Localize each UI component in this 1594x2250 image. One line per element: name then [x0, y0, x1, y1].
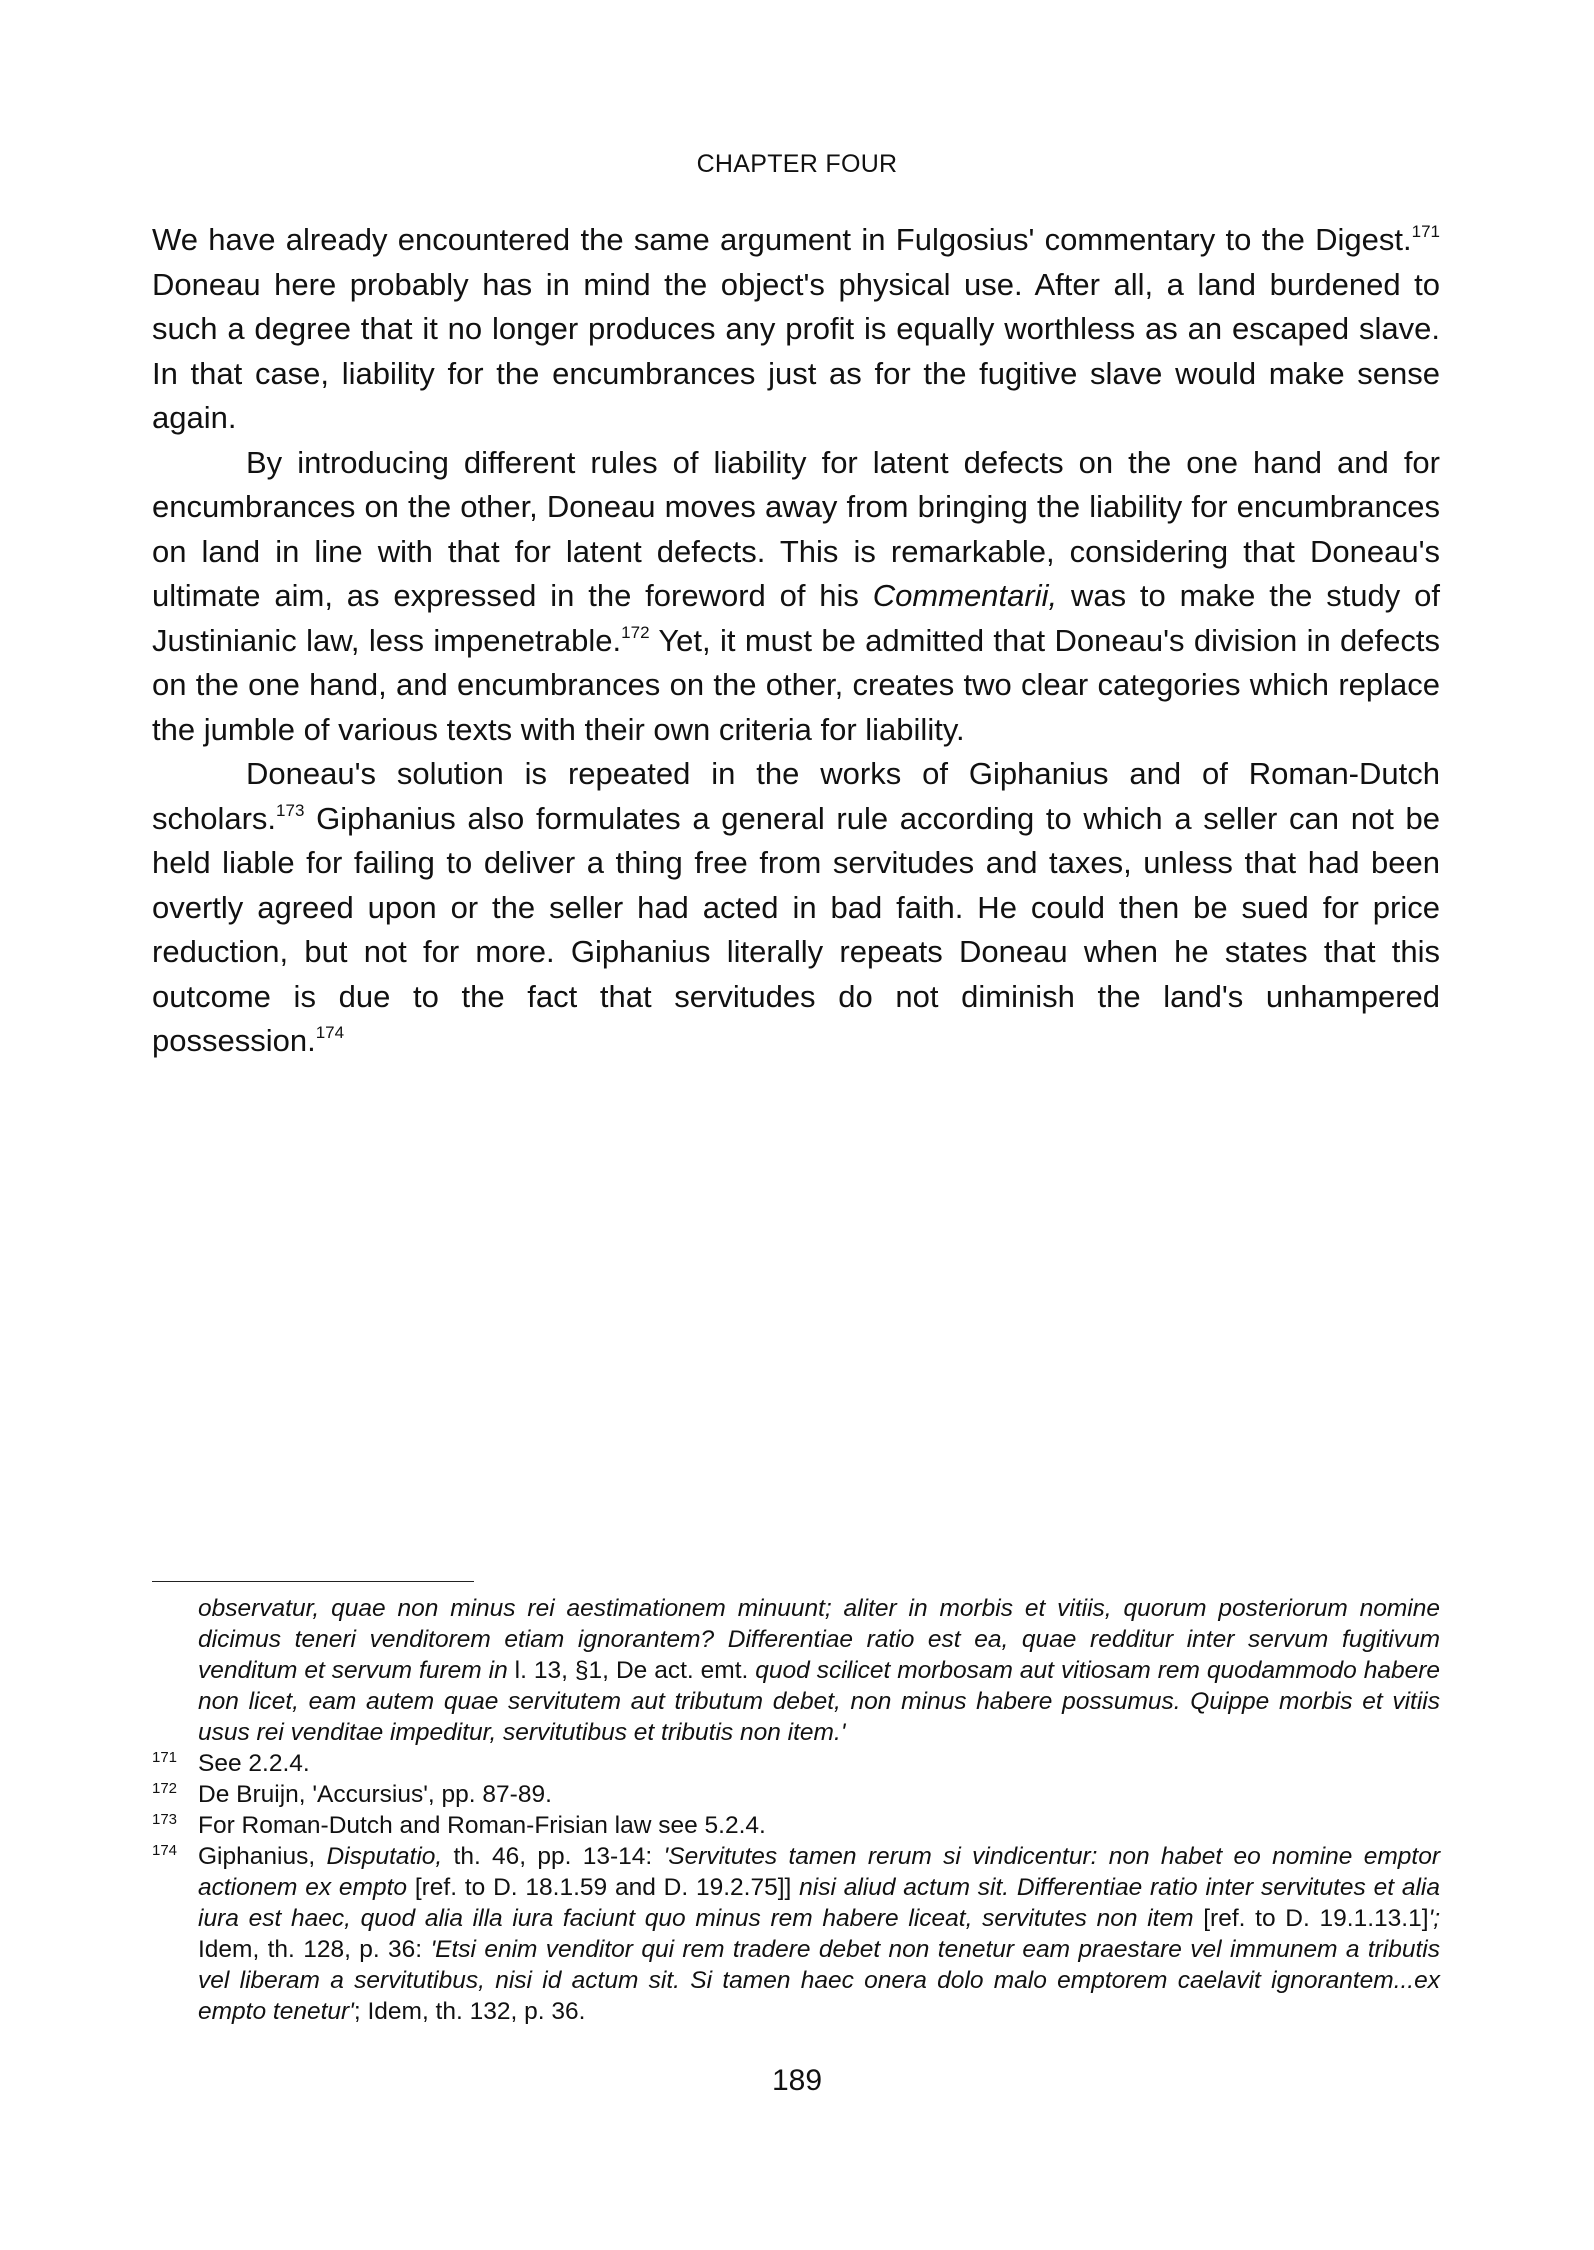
footnote-text: De Bruijn, 'Accursius', pp. 87-89.	[198, 1781, 552, 1808]
footnotes	[152, 1593, 1440, 2027]
footnote-number: 171	[152, 1749, 178, 1766]
footnote-ref-174[interactable]: 174	[315, 1023, 345, 1042]
footnote-text: See 2.2.4.	[198, 1750, 310, 1777]
footnote-number: 174	[152, 1842, 178, 1859]
footnote-ref-173[interactable]: 173	[276, 800, 305, 820]
footnote-text: Giphanius, Disputatio, th. 46, pp. 13-14: 'Servitutes tamen rerum si vindicentur: non habet eo nomine emptor actionem ex empto [ref. to D. 18.1.59 and D. 19.2.75]] nisi aliud actum sit. Differentiae ratio inter servitutes et alia iura est haec, quod alia illa iura faciunt quo minus rem habere liceat, servitutes non item [ref. to D. 19.1.13.1]'; Idem, th. 128, p. 36: 'Etsi enim venditor qui rem tradere debet non tenetur eam praestare vel immunem a tributis vel liberam a servitutibus, nisi id actum sit. Si tamen haec onera dolo malo emptorem caelavit ignorantem...ex empto tenetur'; Idem, th. 132, p. 36.	[198, 1843, 1440, 2025]
footnote-ref-172[interactable]: 172	[621, 622, 650, 642]
footnote-172	[152, 1779, 1440, 1810]
footnote-separator	[152, 1581, 474, 1582]
footnote-number: 173	[152, 1811, 178, 1828]
footnote-171	[152, 1748, 1440, 1779]
paragraph-2: By introducing different rules of liability for latent defects on the one hand and for encumbrances on the other, Doneau moves away from bringing the liability for encumbrances on land in line with that for latent defects. This is remarkable, considering that Doneau's ultimate aim, as expressed in the foreword of his Commentarii, was to make the study of Justinianic law, less impenetrable.$^{172}$ Yet, it must be admitted that Doneau's division in defects on the one hand, and encumbrances on the other, creates two clear categories which replace the jumble of various texts with their own criteria for liability.	[152, 444, 1441, 747]
paragraph-1: We have already encountered the same argument in Fulgosius' commentary to the Digest.$^{171}$ Doneau here probably has in mind the object's physical use. After all, a land burdened to such a degree that it no longer produces any profit is equally worthless as an escaped slave. In that case, liability for the encumbrances just as for the fugitive slave would make sense again.	[152, 222, 1440, 435]
footnote-ref-171[interactable]: 171	[1411, 222, 1440, 241]
footnote-number: 172	[152, 1780, 178, 1797]
footnote-text: For Roman-Dutch and Roman-Frisian law see 5.2.4.	[198, 1812, 766, 1839]
footnote-174	[152, 1841, 1440, 2027]
footnote-173	[152, 1810, 1440, 1841]
page-number: 189	[771, 2064, 823, 2097]
running-header: CHAPTER FOUR	[696, 150, 898, 178]
footnote-continuation: observatur, quae non minus rei aestimationem minuunt; aliter in morbis et vitiis, quorum posteriorum nomine dicimus teneri venditorem etiam ignorantem? Differentiae ratio est ea, quae redditur inter servum fugitivum venditum et servum furem in l. 13, §1, De act. emt. quod scilicet morbosam aut vitiosam rem quodammodo habere non licet, eam autem quae servitutem aut tributum debet, non minus habere possumus. Quippe morbis et vitiis usus rei venditae impeditur, servitutibus et tributis non item.'	[198, 1595, 1440, 1746]
main-text	[152, 218, 1440, 1064]
paragraph-3: Doneau's solution is repeated in the works of Giphanius and of Roman-Dutch scholars.$^{173}$ Giphanius also formulates a general rule according to which a seller can not be held liable for failing to deliver a thing free from servitudes and taxes, unless that had been overtly agreed upon or the seller had acted in bad faith. He could then be sued for price reduction, but not for more. Giphanius literally repeats Doneau when he states that this outcome is due to the fact that servitudes do not diminish the land's unhampered possession.$^{174}$	[152, 756, 1440, 1058]
